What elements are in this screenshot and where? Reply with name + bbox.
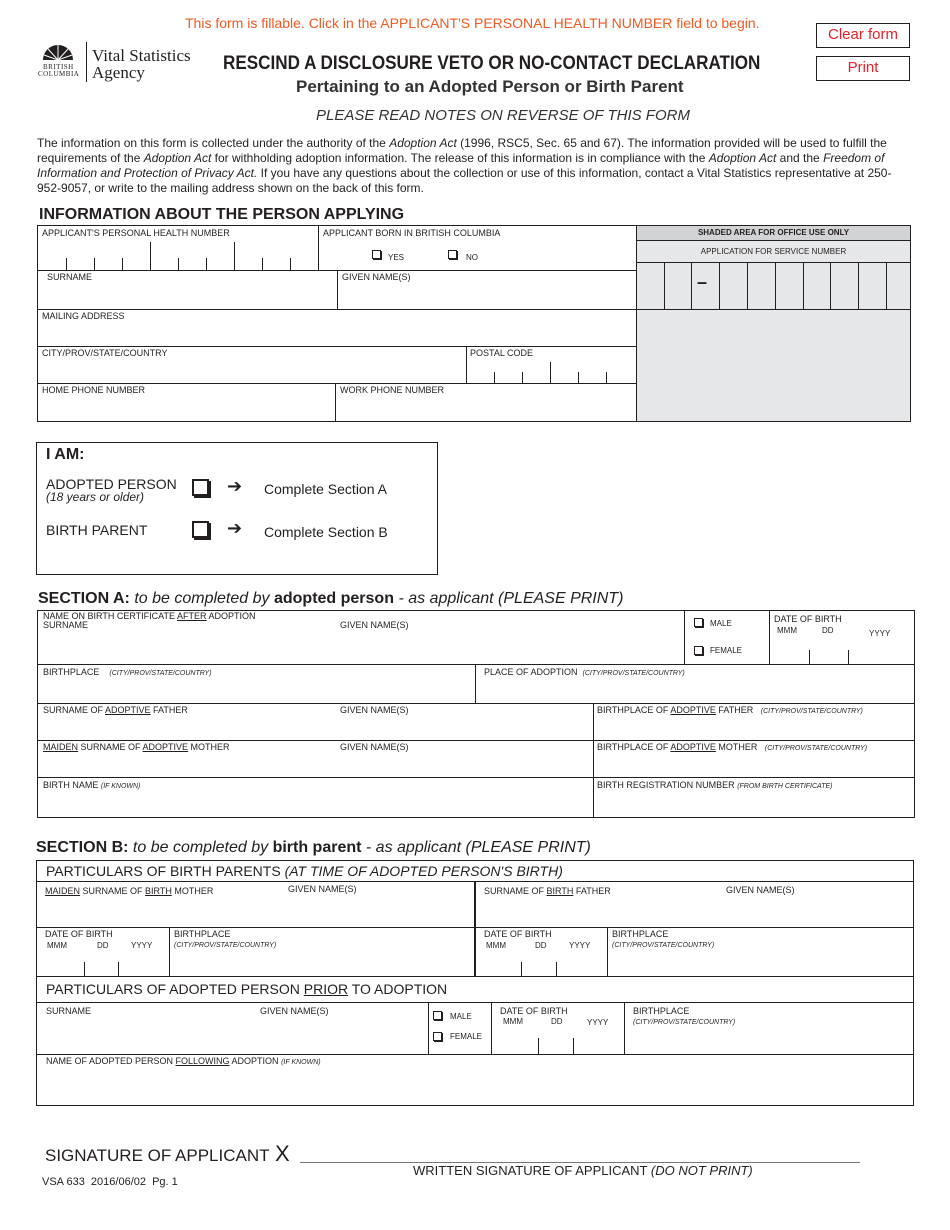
city-label: CITY/PROV/STATE/COUNTRY: [42, 348, 168, 358]
dob-tick: [573, 1038, 574, 1054]
b-mother-surname-field[interactable]: [37, 897, 282, 927]
svc-div: [747, 262, 748, 310]
phn-tick: [150, 242, 151, 270]
b-father-dd: DD: [535, 941, 547, 950]
read-notes: PLEASE READ NOTES ON REVERSE OF THIS FORM: [316, 107, 690, 124]
b-male-label: MALE: [450, 1012, 472, 1021]
adopted-person-checkbox[interactable]: [192, 479, 209, 496]
signature-caption: WRITTEN SIGNATURE OF APPLICANT (DO NOT PRINT): [413, 1163, 753, 1178]
a-mmm-label: MMM: [777, 626, 797, 635]
b-mother-yyyy: YYYY: [131, 941, 153, 950]
a-name-cert-label: NAME ON BIRTH CERTIFICATE AFTER ADOPTION: [43, 611, 256, 621]
b-adopted-surname-label: SURNAME: [46, 1006, 92, 1016]
phn-tick: [262, 258, 263, 270]
svc-div: [719, 262, 720, 310]
divider: [684, 610, 685, 665]
born-bc-yes-label: YES: [388, 253, 405, 262]
b-female-label: FEMALE: [450, 1032, 483, 1041]
row-divider: [36, 1054, 914, 1055]
a-mother-given-label: GIVEN NAME(S): [340, 742, 409, 752]
dob-tick: [809, 650, 810, 664]
row-divider: [37, 383, 637, 384]
home-phone-label: HOME PHONE NUMBER: [42, 385, 146, 395]
b-parents-heading: PARTICULARS OF BIRTH PARENTS (AT TIME OF ADOPTED PERSON'S BIRTH): [46, 863, 563, 879]
dob-tick: [521, 962, 522, 976]
a-father-given-label: GIVEN NAME(S): [340, 705, 409, 715]
work-phone-field[interactable]: [336, 396, 636, 421]
b-mother-mmm: MMM: [47, 941, 67, 950]
b-father-dob-label: DATE OF BIRTH: [484, 929, 552, 939]
dob-tick: [84, 962, 85, 976]
dob-tick: [848, 650, 849, 664]
a-male-checkbox[interactable]: [694, 618, 703, 627]
a-mother-birthplace-label: BIRTHPLACE OF ADOPTIVE MOTHER (CITY/PROV/STATE/COUNTRY): [597, 742, 868, 752]
service-number-field[interactable]: [636, 262, 911, 310]
a-dd-label: DD: [822, 626, 834, 635]
divider: [428, 1002, 429, 1055]
given-names-field[interactable]: [338, 283, 636, 309]
b-male-checkbox[interactable]: [433, 1011, 442, 1020]
a-male-label: MALE: [710, 619, 732, 628]
a-birth-reg-label: BIRTH REGISTRATION NUMBER (FROM BIRTH CERTIFICATE): [597, 780, 833, 790]
row-divider: [37, 346, 637, 347]
form-footer: VSA 633 2016/06/02 Pg. 1: [42, 1176, 178, 1188]
postal-label: POSTAL CODE: [470, 348, 534, 358]
b-name-following-label: NAME OF ADOPTED PERSON FOLLOWING ADOPTION (IF KNOWN): [46, 1056, 321, 1066]
logo-agency-line1: Vital Statistics: [92, 46, 191, 65]
a-place-adoption-field[interactable]: [476, 678, 914, 703]
b-adopted-dd: DD: [551, 1017, 563, 1026]
fillable-notice: This form is fillable. Click in the APPLICANT'S PERSONAL HEALTH NUMBER field to begin.: [185, 15, 760, 31]
complete-section-a: Complete Section A: [264, 481, 387, 497]
phn-tick: [206, 258, 207, 270]
a-father-birthplace-label: BIRTHPLACE OF ADOPTIVE FATHER (CITY/PROV/STATE/COUNTRY): [597, 705, 863, 715]
phn-tick: [178, 258, 179, 270]
logo-divider: [86, 42, 87, 82]
a-given-field[interactable]: [336, 632, 683, 664]
b-mother-label: MAIDEN SURNAME OF BIRTH MOTHER: [45, 886, 214, 896]
a-birth-reg-field[interactable]: [594, 791, 914, 817]
b-adopted-heading: PARTICULARS OF ADOPTED PERSON PRIOR TO ADOPTION: [46, 981, 448, 997]
b-adopted-birthplace-label: BIRTHPLACE: [633, 1006, 690, 1016]
b-adopted-birthplace-note: (CITY/PROV/STATE/COUNTRY): [633, 1019, 736, 1026]
service-number-label: APPLICATION FOR SERVICE NUMBER: [700, 247, 847, 256]
row-divider: [37, 777, 915, 778]
a-female-label: FEMALE: [710, 646, 743, 655]
row-divider: [37, 309, 637, 310]
adopted-person-label: ADOPTED PERSON: [46, 476, 177, 492]
postal-tick: [606, 372, 607, 383]
birth-parent-checkbox[interactable]: [192, 521, 209, 538]
a-surname-field[interactable]: [38, 632, 334, 664]
mailing-address-field[interactable]: [38, 322, 636, 346]
b-father-label: SURNAME OF BIRTH FATHER: [484, 886, 611, 896]
a-adoptive-mother-given-field[interactable]: [336, 753, 592, 777]
logo-agency-line2: Agency: [92, 63, 145, 82]
signature-label: SIGNATURE OF APPLICANT: [45, 1146, 270, 1165]
signature-x: X: [275, 1141, 290, 1166]
svc-div: [775, 262, 776, 310]
a-given-label: GIVEN NAME(S): [340, 620, 409, 630]
b-adopted-mmm: MMM: [503, 1017, 523, 1026]
svc-div: [830, 262, 831, 310]
a-place-adoption-label: PLACE OF ADOPTION (CITY/PROV/STATE/COUNTRY): [484, 667, 685, 677]
a-birth-name-label: BIRTH NAME (IF KNOWN): [43, 780, 141, 790]
form-title: RESCIND A DISCLOSURE VETO OR NO-CONTACT DECLARATION: [223, 53, 761, 74]
row-divider: [37, 664, 915, 665]
b-adopted-surname-field[interactable]: [37, 1018, 255, 1054]
complete-section-b: Complete Section B: [264, 524, 388, 540]
city-field[interactable]: [38, 359, 465, 383]
b-father-birthplace-field[interactable]: [608, 950, 913, 976]
a-dob-label: DATE OF BIRTH: [774, 614, 842, 624]
row-divider: [37, 740, 915, 741]
a-yyyy-label: YYYY: [869, 629, 891, 638]
b-father-yyyy: YYYY: [569, 941, 591, 950]
birth-parent-label: BIRTH PARENT: [46, 522, 148, 538]
postal-tick: [494, 372, 495, 383]
mailing-label: MAILING ADDRESS: [42, 311, 125, 321]
row-divider: [37, 703, 915, 704]
arrow-right-icon: ➔: [227, 476, 243, 497]
b-father-birthplace-note: (CITY/PROV/STATE/COUNTRY): [612, 942, 715, 949]
b-mother-birthplace-label: BIRTHPLACE: [174, 929, 231, 939]
b-father-mmm: MMM: [486, 941, 506, 950]
a-female-checkbox[interactable]: [694, 646, 703, 655]
b-mother-dd: DD: [97, 941, 109, 950]
b-father-birthplace-label: BIRTHPLACE: [612, 929, 669, 939]
b-father-given-field[interactable]: [724, 897, 913, 927]
mother-father-divider: [474, 881, 476, 977]
b-adopted-given-label: GIVEN NAME(S): [260, 1006, 329, 1016]
a-dob-field[interactable]: [770, 638, 914, 664]
postal-tick: [550, 362, 551, 383]
born-bc-no-label: NO: [466, 253, 478, 262]
phn-tick: [122, 258, 123, 270]
phn-born-divider: [318, 225, 319, 271]
b-adopted-yyyy: YYYY: [587, 1018, 609, 1027]
print-button[interactable]: Print: [816, 56, 910, 81]
b-adopted-dob-field[interactable]: [492, 1030, 623, 1054]
phn-tick: [234, 242, 235, 270]
section-a-heading: SECTION A: to be completed by adopted person - as applicant (PLEASE PRINT): [38, 590, 624, 607]
postal-tick: [578, 372, 579, 383]
work-phone-label: WORK PHONE NUMBER: [340, 385, 445, 395]
surname-label: SURNAME: [47, 272, 93, 282]
b-adopted-given-field[interactable]: [257, 1018, 427, 1054]
phn-tick: [66, 258, 67, 270]
a-adoptive-mother-label: MAIDEN SURNAME OF ADOPTIVE MOTHER: [43, 742, 230, 752]
svc-div: [803, 262, 804, 310]
b-mother-dob-field[interactable]: [37, 952, 168, 976]
a-birthplace-field[interactable]: [38, 678, 474, 703]
a-adoptive-father-label: SURNAME OF ADOPTIVE FATHER: [43, 705, 188, 715]
b-mother-dob-label: DATE OF BIRTH: [45, 929, 113, 939]
given-label: GIVEN NAME(S): [342, 272, 411, 282]
a-birth-name-field[interactable]: [38, 791, 592, 817]
a-adoptive-mother-birthplace-field[interactable]: [594, 753, 914, 777]
born-bc-yes-checkbox[interactable]: [372, 250, 381, 259]
b-adopted-birthplace-field[interactable]: [625, 1027, 913, 1054]
svc-div: [664, 262, 665, 310]
service-dash: –: [697, 272, 708, 292]
dob-tick: [556, 962, 557, 976]
section-b-heading: SECTION B: to be completed by birth parent - as applicant (PLEASE PRINT): [36, 839, 591, 856]
b-mother-given-field[interactable]: [284, 897, 473, 927]
bc-sun-icon: [40, 40, 76, 62]
a-surname-label: SURNAME: [43, 620, 89, 630]
dob-tick: [118, 962, 119, 976]
office-use-label: SHADED AREA FOR OFFICE USE ONLY: [697, 228, 850, 237]
dob-tick: [538, 1038, 539, 1054]
a-adoptive-father-birthplace-field[interactable]: [594, 716, 914, 740]
form-subtitle: Pertaining to an Adopted Person or Birth Parent: [296, 77, 684, 96]
b-mother-given-label: GIVEN NAME(S): [288, 884, 357, 894]
home-phone-field[interactable]: [38, 396, 334, 421]
b-name-following-field[interactable]: [37, 1067, 913, 1105]
b-mother-birthplace-note: (CITY/PROV/STATE/COUNTRY): [174, 942, 277, 949]
born-bc-label: APPLICANT BORN IN BRITISH COLUMBIA: [323, 228, 501, 238]
svc-div: [691, 262, 692, 310]
intro-paragraph: The information on this form is collected under the authority of the Adoption Act (1996, RSC5, Sec. 65 and 67). The information provided will be used to fulfill the requirements of the Adoption Act for withholding adoption information. The release of this information is in compliance with the Adoption Act and the Freedom of Information and Protection of Privacy Act. If you have any questions about the collection or use of this information, contact a Vital Statistics representative at 250-952-9057, or write to the mailing address shown on the back of this form.: [37, 136, 892, 195]
a-adoptive-father-surname-field[interactable]: [38, 716, 334, 740]
born-bc-no-checkbox[interactable]: [448, 250, 457, 259]
logo-province-line2: COLUMBIA: [38, 70, 80, 78]
phn-tick: [94, 258, 95, 270]
i-am-heading: I AM:: [46, 446, 85, 463]
row-divider: [36, 976, 914, 977]
postal-tick: [522, 372, 523, 383]
b-father-given-label: GIVEN NAME(S): [726, 885, 795, 895]
svc-div: [886, 262, 887, 310]
b-female-checkbox[interactable]: [433, 1032, 442, 1041]
row-divider: [36, 1002, 914, 1003]
a-adoptive-father-given-field[interactable]: [336, 716, 592, 740]
postal-code-field[interactable]: [467, 359, 636, 383]
svc-div: [858, 262, 859, 310]
a-birthplace-label: BIRTHPLACE (CITY/PROV/STATE/COUNTRY): [43, 667, 212, 677]
arrow-right-icon: ➔: [227, 518, 243, 539]
applicant-heading: INFORMATION ABOUT THE PERSON APPLYING: [39, 206, 405, 223]
adopted-person-note: (18 years or older): [46, 490, 145, 504]
logo-province-line1: BRITISH: [43, 63, 74, 71]
b-adopted-dob-label: DATE OF BIRTH: [500, 1006, 568, 1016]
phn-tick: [290, 258, 291, 270]
i-am-box: [36, 442, 438, 575]
a-adoptive-mother-surname-field[interactable]: [38, 753, 334, 777]
phn-label: APPLICANT'S PERSONAL HEALTH NUMBER: [42, 228, 230, 238]
b-mother-birthplace-field[interactable]: [170, 950, 473, 976]
b-father-dob-field[interactable]: [477, 952, 606, 976]
surname-field[interactable]: [38, 283, 336, 309]
bc-logo: [37, 40, 191, 86]
b-father-surname-field[interactable]: [477, 897, 722, 927]
clear-form-button[interactable]: Clear form: [816, 23, 910, 48]
row-divider: [36, 927, 914, 928]
